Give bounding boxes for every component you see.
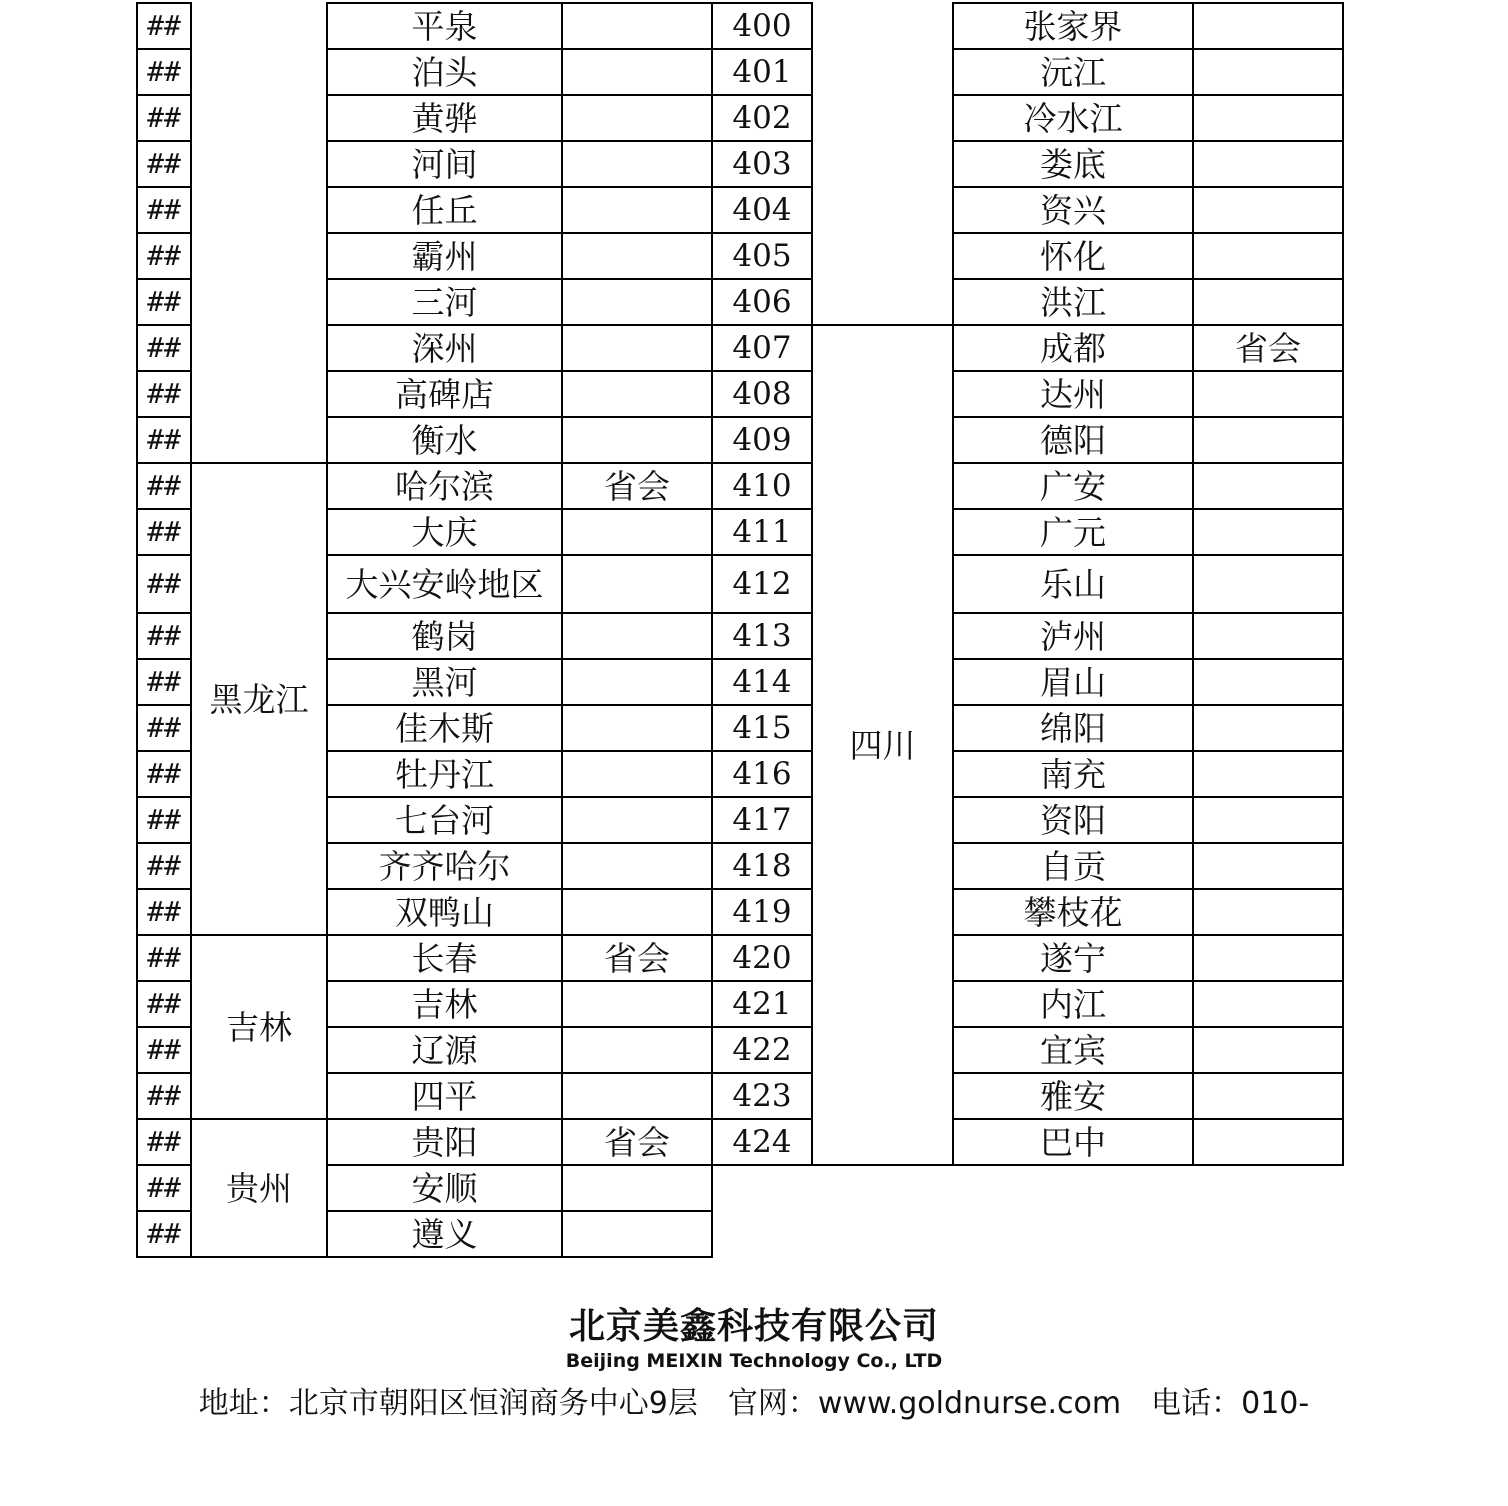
website-text: 官网：www.goldnurse.com xyxy=(727,1386,1122,1421)
code-cell: 416 xyxy=(712,751,812,797)
row-marker: ## xyxy=(137,1211,191,1257)
note-cell xyxy=(1193,889,1343,935)
note-cell xyxy=(1193,1027,1343,1073)
note-cell xyxy=(562,659,712,705)
city-cell: 齐齐哈尔 xyxy=(327,843,562,889)
city-cell: 泊头 xyxy=(327,49,562,95)
row-marker: ## xyxy=(137,751,191,797)
row-marker: ## xyxy=(137,981,191,1027)
city-cell: 遂宁 xyxy=(953,935,1193,981)
city-cell: 眉山 xyxy=(953,659,1193,705)
city-cell: 资阳 xyxy=(953,797,1193,843)
code-cell: 420 xyxy=(712,935,812,981)
city-cell: 牡丹江 xyxy=(327,751,562,797)
note-cell: 省会 xyxy=(562,935,712,981)
note-cell xyxy=(1193,509,1343,555)
note-cell xyxy=(1193,371,1343,417)
city-cell: 长春 xyxy=(327,935,562,981)
city-cell: 攀枝花 xyxy=(953,889,1193,935)
city-cell: 任丘 xyxy=(327,187,562,233)
note-cell xyxy=(562,95,712,141)
city-cell: 张家界 xyxy=(953,3,1193,49)
city-cell: 泸州 xyxy=(953,613,1193,659)
right-table-body xyxy=(812,3,1343,1165)
city-cell: 哈尔滨 xyxy=(327,463,562,509)
province-cell: 贵州 xyxy=(191,1119,327,1257)
code-cell: 423 xyxy=(712,1073,812,1119)
code-cell: 422 xyxy=(712,1027,812,1073)
row-marker: ## xyxy=(137,141,191,187)
note-cell xyxy=(1193,187,1343,233)
row-marker: ## xyxy=(137,1165,191,1211)
city-cell: 深州 xyxy=(327,325,562,371)
address-text: 地址：北京市朝阳区恒润商务中心9层 xyxy=(198,1386,698,1421)
note-cell xyxy=(1193,751,1343,797)
city-cell: 乐山 xyxy=(953,555,1193,613)
note-cell xyxy=(562,233,712,279)
note-cell xyxy=(1193,463,1343,509)
city-cell: 河间 xyxy=(327,141,562,187)
city-cell: 德阳 xyxy=(953,417,1193,463)
row-marker: ## xyxy=(137,95,191,141)
note-cell xyxy=(562,889,712,935)
city-cell: 冷水江 xyxy=(953,95,1193,141)
city-cell: 三河 xyxy=(327,279,562,325)
city-cell: 巴中 xyxy=(953,1119,1193,1165)
note-cell xyxy=(562,1073,712,1119)
note-cell xyxy=(562,187,712,233)
row-marker: ## xyxy=(137,3,191,49)
note-cell xyxy=(562,141,712,187)
city-cell: 安顺 xyxy=(327,1165,562,1211)
city-cell: 七台河 xyxy=(327,797,562,843)
city-cell: 鹤岗 xyxy=(327,613,562,659)
note-cell xyxy=(1193,659,1343,705)
code-cell: 406 xyxy=(712,279,812,325)
row-marker: ## xyxy=(137,1027,191,1073)
note-cell xyxy=(1193,935,1343,981)
row-marker: ## xyxy=(137,279,191,325)
city-cell: 四平 xyxy=(327,1073,562,1119)
city-cell: 资兴 xyxy=(953,187,1193,233)
city-cell: 遵义 xyxy=(327,1211,562,1257)
note-cell xyxy=(562,509,712,555)
company-name-en: Beijing MEIXIN Technology Co., LTD xyxy=(565,1350,943,1372)
city-cell: 成都 xyxy=(953,325,1193,371)
note-cell xyxy=(562,1165,712,1211)
note-cell xyxy=(1193,1119,1343,1165)
province-cell: 吉林 xyxy=(191,935,327,1119)
code-cell: 414 xyxy=(712,659,812,705)
note-cell xyxy=(1193,95,1343,141)
table-row xyxy=(812,325,1343,371)
row-marker: ## xyxy=(137,325,191,371)
left-city-table xyxy=(136,2,813,1258)
city-cell: 广安 xyxy=(953,463,1193,509)
city-cell: 贵阳 xyxy=(327,1119,562,1165)
city-cell: 吉林 xyxy=(327,981,562,1027)
note-cell xyxy=(562,325,712,371)
note-cell xyxy=(562,751,712,797)
code-cell: 413 xyxy=(712,613,812,659)
city-cell: 娄底 xyxy=(953,141,1193,187)
table-row xyxy=(137,463,812,509)
city-cell: 衡水 xyxy=(327,417,562,463)
row-marker: ## xyxy=(137,49,191,95)
blank-cell xyxy=(812,3,953,325)
note-cell xyxy=(562,555,712,613)
code-cell: 421 xyxy=(712,981,812,1027)
row-marker: ## xyxy=(137,509,191,555)
table-row xyxy=(137,1119,812,1165)
city-cell: 佳木斯 xyxy=(327,705,562,751)
left-table-body xyxy=(137,3,812,1257)
city-cell: 黄骅 xyxy=(327,95,562,141)
empty-cell xyxy=(712,1165,812,1211)
note-cell xyxy=(562,981,712,1027)
row-marker: ## xyxy=(137,233,191,279)
note-cell xyxy=(1193,797,1343,843)
city-cell: 辽源 xyxy=(327,1027,562,1073)
note-cell xyxy=(1193,555,1343,613)
province-cell xyxy=(191,3,327,463)
code-cell: 405 xyxy=(712,233,812,279)
city-cell: 洪江 xyxy=(953,279,1193,325)
city-cell: 绵阳 xyxy=(953,705,1193,751)
code-cell: 418 xyxy=(712,843,812,889)
code-cell: 404 xyxy=(712,187,812,233)
row-marker: ## xyxy=(137,417,191,463)
table-row xyxy=(137,3,812,49)
note-cell xyxy=(562,3,712,49)
note-cell xyxy=(1193,981,1343,1027)
note-cell xyxy=(1193,417,1343,463)
city-cell: 高碑店 xyxy=(327,371,562,417)
code-cell: 401 xyxy=(712,49,812,95)
note-cell xyxy=(1193,233,1343,279)
row-marker: ## xyxy=(137,613,191,659)
note-cell xyxy=(562,613,712,659)
phone-text: 电话：010- xyxy=(1151,1386,1310,1421)
city-cell: 宜宾 xyxy=(953,1027,1193,1073)
table-row xyxy=(812,3,1343,49)
row-marker: ## xyxy=(137,935,191,981)
row-marker: ## xyxy=(137,889,191,935)
city-cell: 大兴安岭地区 xyxy=(327,555,562,613)
province-cell: 四川 xyxy=(812,325,953,1165)
note-cell xyxy=(1193,141,1343,187)
row-marker: ## xyxy=(137,1119,191,1165)
code-cell: 409 xyxy=(712,417,812,463)
note-cell xyxy=(1193,3,1343,49)
note-cell xyxy=(562,417,712,463)
note-cell: 省会 xyxy=(1193,325,1343,371)
code-cell: 410 xyxy=(712,463,812,509)
city-cell: 黑河 xyxy=(327,659,562,705)
note-cell xyxy=(1193,1073,1343,1119)
city-cell: 怀化 xyxy=(953,233,1193,279)
contact-line xyxy=(0,1378,1508,1422)
note-cell xyxy=(562,371,712,417)
note-cell xyxy=(562,279,712,325)
note-cell xyxy=(562,1027,712,1073)
note-cell xyxy=(562,843,712,889)
row-marker: ## xyxy=(137,463,191,509)
province-cell: 黑龙江 xyxy=(191,463,327,935)
code-cell: 411 xyxy=(712,509,812,555)
empty-cell xyxy=(712,1211,812,1257)
note-cell xyxy=(1193,279,1343,325)
city-cell: 自贡 xyxy=(953,843,1193,889)
note-cell xyxy=(562,705,712,751)
note-cell xyxy=(562,797,712,843)
note-cell xyxy=(1193,613,1343,659)
city-cell: 南充 xyxy=(953,751,1193,797)
code-cell: 400 xyxy=(712,3,812,49)
code-cell: 407 xyxy=(712,325,812,371)
row-marker: ## xyxy=(137,843,191,889)
row-marker: ## xyxy=(137,371,191,417)
row-marker: ## xyxy=(137,555,191,613)
row-marker: ## xyxy=(137,659,191,705)
code-cell: 424 xyxy=(712,1119,812,1165)
code-cell: 415 xyxy=(712,705,812,751)
note-cell xyxy=(562,49,712,95)
city-cell: 雅安 xyxy=(953,1073,1193,1119)
city-cell: 内江 xyxy=(953,981,1193,1027)
city-cell: 沅江 xyxy=(953,49,1193,95)
company-name-cn: 北京美鑫科技有限公司 xyxy=(568,1306,939,1347)
code-cell: 408 xyxy=(712,371,812,417)
city-cell: 平泉 xyxy=(327,3,562,49)
code-cell: 402 xyxy=(712,95,812,141)
row-marker: ## xyxy=(137,705,191,751)
note-cell xyxy=(1193,49,1343,95)
row-marker: ## xyxy=(137,1073,191,1119)
code-cell: 419 xyxy=(712,889,812,935)
note-cell: 省会 xyxy=(562,1119,712,1165)
table-row xyxy=(137,935,812,981)
note-cell: 省会 xyxy=(562,463,712,509)
code-cell: 412 xyxy=(712,555,812,613)
note-cell xyxy=(562,1211,712,1257)
city-cell: 大庆 xyxy=(327,509,562,555)
city-cell: 达州 xyxy=(953,371,1193,417)
city-cell: 霸州 xyxy=(327,233,562,279)
note-cell xyxy=(1193,705,1343,751)
city-cell: 广元 xyxy=(953,509,1193,555)
right-city-table xyxy=(811,2,1344,1166)
row-marker: ## xyxy=(137,797,191,843)
row-marker: ## xyxy=(137,187,191,233)
note-cell xyxy=(1193,843,1343,889)
city-cell: 双鸭山 xyxy=(327,889,562,935)
code-cell: 403 xyxy=(712,141,812,187)
code-cell: 417 xyxy=(712,797,812,843)
